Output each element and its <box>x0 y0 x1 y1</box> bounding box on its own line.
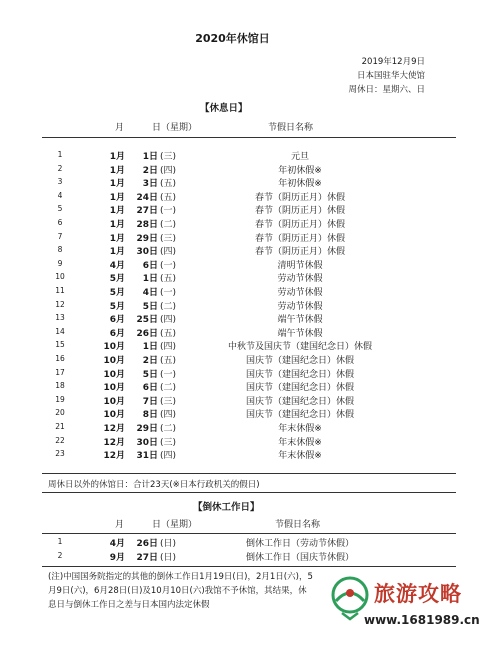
row-number: 1 <box>57 150 63 159</box>
row-holiday-name: 倒休工作日（国庆节休假） <box>245 553 354 563</box>
row-day: 24日 <box>136 192 158 203</box>
footnote-line-2: 月9日(六)，6月28日(日)及10月10日(六)我馆不予休馆，其结果，休 <box>48 586 307 596</box>
row-month: 10月 <box>103 342 125 353</box>
row-day: 2日 <box>142 165 158 176</box>
row-weekday: (三) <box>160 396 177 407</box>
row-number: 23 <box>55 449 65 459</box>
row-day: 7日 <box>142 396 158 407</box>
row-number: 21 <box>55 422 65 431</box>
row-weekday: (四) <box>160 165 177 176</box>
row-number: 20 <box>55 408 65 418</box>
table-row <box>0 448 465 461</box>
table-row <box>0 244 465 257</box>
table-row <box>0 271 465 284</box>
row-weekday: (五) <box>160 274 177 285</box>
holidays-bottom-rule <box>42 473 456 474</box>
row-month: 6月 <box>109 315 125 326</box>
row-number: 4 <box>57 190 63 200</box>
row-month: 1月 <box>109 233 125 244</box>
row-number: 13 <box>55 313 65 323</box>
row-number: 11 <box>55 286 65 295</box>
row-holiday-name: 国庆节（建国纪念日）休假 <box>245 369 354 380</box>
row-day: 3日 <box>142 179 158 190</box>
row-weekday: (二) <box>160 220 177 230</box>
row-month: 1月 <box>109 179 125 190</box>
row-holiday-name: 国庆节（建国纪念日）休假 <box>245 410 354 421</box>
row-day: 2日 <box>142 356 158 366</box>
table-row <box>0 536 465 549</box>
workdays-bottom-rule <box>42 566 456 567</box>
row-weekday: (五) <box>160 179 177 190</box>
row-day: 29日 <box>136 233 158 244</box>
row-number: 2 <box>57 551 63 560</box>
workdays-col-month: 月 <box>115 520 125 530</box>
table-row <box>0 231 465 244</box>
row-month: 1月 <box>109 192 125 203</box>
row-day: 5日 <box>142 301 158 312</box>
table-row <box>0 258 465 271</box>
row-day: 8日 <box>142 410 158 421</box>
row-holiday-name: 元旦 <box>290 152 309 162</box>
row-holiday-name: 年末休假※ <box>278 424 322 434</box>
holidays-section-label: 【休息日】 <box>200 103 248 114</box>
row-day: 1日 <box>142 274 158 285</box>
row-day: 30日 <box>136 247 158 258</box>
row-weekday: (一) <box>160 206 177 217</box>
footnote-line-3: 息日与倒休工作日之差与日本国内法定休假 <box>48 600 210 610</box>
row-month: 1月 <box>109 220 125 230</box>
row-day: 1日 <box>142 342 158 353</box>
row-holiday-name: 倒休工作日（劳动节休假） <box>245 539 354 549</box>
row-day: 4日 <box>142 288 158 298</box>
row-holiday-name: 年末休假※ <box>278 451 322 462</box>
row-holiday-name: 国庆节（建国纪念日）休假 <box>245 356 354 366</box>
row-holiday-name: 年末休假※ <box>278 437 322 448</box>
row-day: 5日 <box>142 369 158 380</box>
row-month: 1月 <box>109 247 125 258</box>
row-holiday-name: 春节（阴历正月）休假 <box>254 247 345 258</box>
row-number: 15 <box>55 340 65 350</box>
row-holiday-name: 春节（阴历正月）休假 <box>254 192 345 203</box>
row-day: 30日 <box>136 437 158 448</box>
table-row <box>0 149 465 162</box>
workdays-col-day: 日（星期） <box>152 520 198 530</box>
row-weekday: (五) <box>160 192 177 203</box>
table-row <box>0 176 465 189</box>
row-month: 10月 <box>103 410 125 421</box>
table-row <box>0 407 465 420</box>
table-row <box>0 285 465 298</box>
row-month: 12月 <box>103 424 125 434</box>
row-month: 10月 <box>103 356 125 366</box>
row-month: 6月 <box>109 328 125 339</box>
row-month: 9月 <box>109 553 125 563</box>
watermark-brand: 旅游攻略 <box>374 582 462 606</box>
row-number: 22 <box>55 435 65 445</box>
row-number: 12 <box>55 299 65 309</box>
row-weekday: (二) <box>160 301 177 312</box>
row-day: 26日 <box>136 539 158 549</box>
row-holiday-name: 端午节休假 <box>277 328 323 339</box>
table-row <box>0 353 465 366</box>
workdays-section-label: 【倒休工作日】 <box>193 502 260 513</box>
row-weekday: (四) <box>160 315 177 326</box>
row-number: 8 <box>57 245 63 255</box>
row-weekday: (五) <box>160 328 177 339</box>
row-holiday-name: 劳动节休假 <box>277 301 323 312</box>
row-number: 2 <box>57 163 63 173</box>
row-day: 28日 <box>136 220 158 230</box>
row-month: 12月 <box>103 451 125 462</box>
row-number: 5 <box>57 204 63 214</box>
workdays-header-rule <box>42 533 456 534</box>
row-day: 6日 <box>142 383 158 394</box>
row-month: 12月 <box>103 437 125 448</box>
row-month: 1月 <box>109 165 125 176</box>
row-weekday: (一) <box>160 288 177 298</box>
row-weekday: (四) <box>160 410 177 421</box>
row-holiday-name: 年初休假※ <box>278 165 322 176</box>
row-weekday: (二) <box>160 424 177 434</box>
row-weekday: (一) <box>160 260 177 271</box>
row-holiday-name: 端午节休假 <box>277 315 323 326</box>
row-number: 9 <box>57 258 63 268</box>
row-number: 10 <box>55 272 65 282</box>
holidays-total-note: 周休日以外的休馆日：合计23天(※日本行政机关的假日) <box>48 480 260 490</box>
row-holiday-name: 清明节休假 <box>277 260 323 271</box>
issuer-name: 日本国驻华大使馆 <box>356 71 425 81</box>
row-day: 1日 <box>142 152 158 162</box>
table-row <box>0 421 465 434</box>
row-number: 16 <box>55 354 65 363</box>
row-month: 10月 <box>103 383 125 394</box>
row-number: 1 <box>57 537 63 546</box>
holidays-col-day: 日（星期） <box>152 123 198 133</box>
row-day: 29日 <box>136 424 158 434</box>
row-month: 1月 <box>109 206 125 217</box>
row-month: 4月 <box>109 260 125 271</box>
row-holiday-name: 年初休假※ <box>278 179 322 190</box>
row-weekday: (二) <box>160 383 177 394</box>
row-weekday: (日) <box>160 553 177 563</box>
table-row <box>0 217 465 230</box>
row-weekday: (三) <box>160 437 177 448</box>
table-row <box>0 312 465 325</box>
row-month: 1月 <box>109 152 125 162</box>
holidays-col-name: 节假日名称 <box>268 123 314 133</box>
row-weekday: (五) <box>160 356 177 366</box>
row-day: 25日 <box>136 315 158 326</box>
row-month: 10月 <box>103 396 125 407</box>
row-number: 14 <box>55 326 65 336</box>
table-row <box>0 339 465 352</box>
row-day: 27日 <box>136 206 158 217</box>
row-number: 6 <box>57 218 63 227</box>
page-title: 2020年休馆日 <box>195 32 270 45</box>
row-holiday-name: 国庆节（建国纪念日）休假 <box>245 396 354 407</box>
table-row <box>0 326 465 339</box>
row-weekday: (四) <box>160 342 177 353</box>
row-holiday-name: 国庆节（建国纪念日）休假 <box>245 383 354 394</box>
row-month: 5月 <box>109 288 125 298</box>
row-holiday-name: 中秋节及国庆节（建国纪念日）休假 <box>227 342 372 353</box>
row-holiday-name: 劳动节休假 <box>277 288 323 298</box>
table-row <box>0 394 465 407</box>
watermark-url: www.1681989.cn <box>364 613 480 627</box>
row-month: 5月 <box>109 274 125 285</box>
table-row <box>0 367 465 380</box>
holidays-col-month: 月 <box>115 123 125 133</box>
row-holiday-name: 春节（阴历正月）休假 <box>254 206 345 217</box>
row-holiday-name: 春节（阴历正月）休假 <box>254 220 345 230</box>
table-row <box>0 380 465 393</box>
row-number: 7 <box>57 231 63 241</box>
row-day: 27日 <box>136 553 158 563</box>
table-row <box>0 203 465 216</box>
footnote-line-1: (注)中国国务院指定的其他的倒休工作日1月19日(日)，2月1日(六)，5 <box>48 572 313 582</box>
row-number: 18 <box>55 381 65 391</box>
row-month: 4月 <box>109 539 125 549</box>
workdays-col-name: 节假日名称 <box>275 520 321 530</box>
row-number: 3 <box>57 177 63 187</box>
row-day: 31日 <box>136 451 158 462</box>
weekly-off-note: 周休日：星期六、日 <box>348 85 425 95</box>
table-row <box>0 550 465 563</box>
document-date: 2019年12月9日 <box>361 57 425 67</box>
row-weekday: (三) <box>160 233 177 244</box>
row-number: 19 <box>55 394 65 404</box>
row-weekday: (日) <box>160 539 177 549</box>
row-day: 6日 <box>142 260 158 271</box>
table-row <box>0 299 465 312</box>
holidays-total-rule <box>42 492 456 493</box>
row-holiday-name: 春节（阴历正月）休假 <box>254 233 345 244</box>
row-weekday: (四) <box>160 451 177 462</box>
row-day: 26日 <box>136 328 158 339</box>
row-weekday: (四) <box>160 247 177 258</box>
holidays-header-rule <box>42 137 456 138</box>
row-month: 5月 <box>109 301 125 312</box>
table-row <box>0 163 465 176</box>
table-row <box>0 190 465 203</box>
row-holiday-name: 劳动节休假 <box>277 274 323 285</box>
row-month: 10月 <box>103 369 125 380</box>
row-weekday: (三) <box>160 152 177 162</box>
row-number: 17 <box>55 367 65 377</box>
table-row <box>0 435 465 448</box>
row-weekday: (一) <box>160 369 177 380</box>
